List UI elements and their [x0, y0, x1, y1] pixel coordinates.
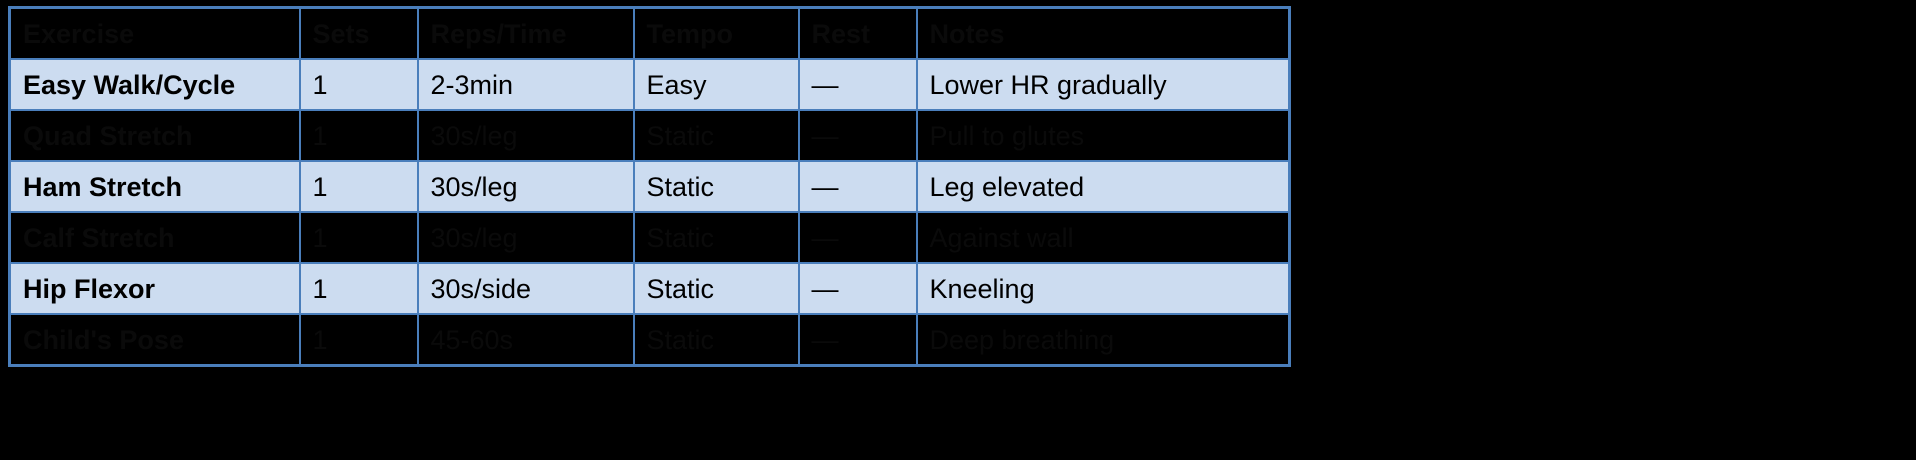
cell-tempo: Static: [634, 314, 799, 366]
cell-notes: Leg elevated: [917, 161, 1290, 212]
cell-reps-time: 30s/leg: [418, 161, 634, 212]
cell-notes: Pull to glutes: [917, 110, 1290, 161]
cell-rest: —: [799, 263, 917, 314]
cell-sets: 1: [300, 161, 418, 212]
cell-rest: —: [799, 59, 917, 110]
cell-exercise: Hip Flexor: [10, 263, 300, 314]
cell-tempo: Easy: [634, 59, 799, 110]
cell-sets: 1: [300, 263, 418, 314]
cell-exercise: Child's Pose: [10, 314, 300, 366]
cell-notes: Deep breathing: [917, 314, 1290, 366]
cell-rest: —: [799, 110, 917, 161]
cell-reps-time: 30s/side: [418, 263, 634, 314]
column-header-exercise: Exercise: [10, 8, 300, 60]
cell-reps-time: 2-3min: [418, 59, 634, 110]
column-header-reps-time: Reps/Time: [418, 8, 634, 60]
cell-exercise: Ham Stretch: [10, 161, 300, 212]
workout-table: [8, 6, 1291, 367]
cell-exercise: Quad Stretch: [10, 110, 300, 161]
cell-notes: Kneeling: [917, 263, 1290, 314]
workout-table-container: [8, 6, 1288, 367]
column-header-sets: Sets: [300, 8, 418, 60]
table-row: [10, 161, 1290, 212]
table-row: [10, 212, 1290, 263]
cell-exercise: Easy Walk/Cycle: [10, 59, 300, 110]
cell-reps-time: 30s/leg: [418, 212, 634, 263]
cell-reps-time: 45-60s: [418, 314, 634, 366]
cell-sets: 1: [300, 212, 418, 263]
cell-rest: —: [799, 314, 917, 366]
table-row: [10, 59, 1290, 110]
cell-tempo: Static: [634, 263, 799, 314]
table-body: [10, 59, 1290, 366]
cell-tempo: Static: [634, 212, 799, 263]
cell-notes: Lower HR gradually: [917, 59, 1290, 110]
cell-sets: 1: [300, 314, 418, 366]
column-header-rest: Rest: [799, 8, 917, 60]
table-header: [10, 8, 1290, 60]
column-header-tempo: Tempo: [634, 8, 799, 60]
table-row: [10, 263, 1290, 314]
table-row: [10, 110, 1290, 161]
cell-sets: 1: [300, 59, 418, 110]
cell-sets: 1: [300, 110, 418, 161]
column-header-notes: Notes: [917, 8, 1290, 60]
cell-tempo: Static: [634, 161, 799, 212]
cell-notes: Against wall: [917, 212, 1290, 263]
cell-rest: —: [799, 212, 917, 263]
cell-tempo: Static: [634, 110, 799, 161]
table-header-row: [10, 8, 1290, 60]
table-row: [10, 314, 1290, 366]
cell-reps-time: 30s/leg: [418, 110, 634, 161]
cell-exercise: Calf Stretch: [10, 212, 300, 263]
cell-rest: —: [799, 161, 917, 212]
